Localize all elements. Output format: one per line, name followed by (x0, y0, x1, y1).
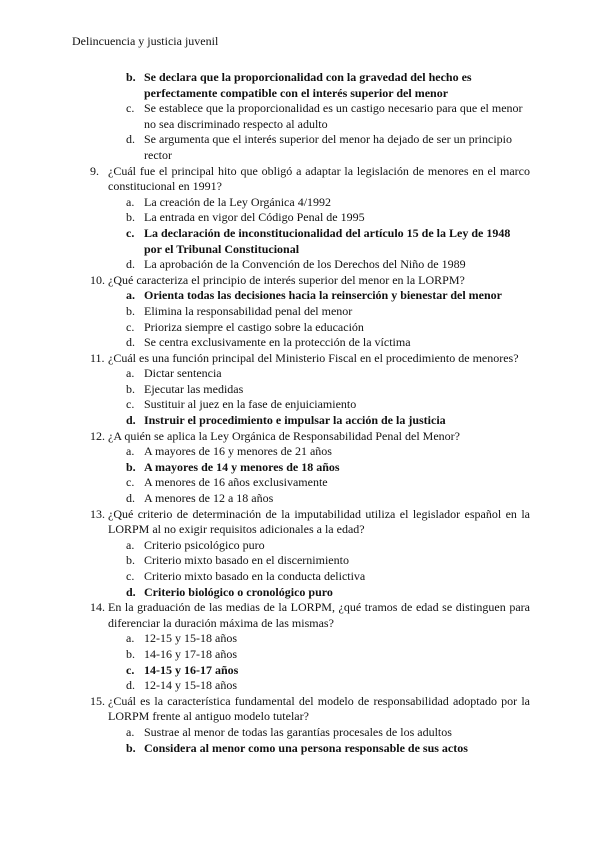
option-letter: d. (126, 413, 136, 428)
answer-option (90, 678, 530, 694)
answer-option-correct (90, 226, 530, 257)
option-text: Criterio psicológico puro (144, 537, 265, 552)
answer-option (90, 397, 530, 413)
answer-option (90, 335, 530, 351)
question-item (90, 273, 530, 289)
option-letter: a. (126, 366, 135, 381)
answer-option (90, 444, 530, 460)
option-text: Criterio mixto basado en el discernimiento (144, 553, 349, 568)
option-letter: c. (126, 475, 135, 490)
option-text: Criterio biológico o cronológico puro (144, 584, 333, 599)
question-item (90, 600, 530, 631)
option-text: 12-15 y 15-18 años (144, 631, 237, 646)
option-letter: b. (126, 381, 135, 396)
question-item (90, 429, 530, 445)
answer-option (90, 725, 530, 741)
option-letter: b. (126, 740, 136, 755)
option-text: Sustituir al juez en la fase de enjuiciamiento (144, 397, 357, 412)
question-number: 11. (90, 350, 105, 365)
option-text: Dictar sentencia (144, 366, 222, 381)
running-header: Delincuencia y justicia juvenil (72, 34, 219, 48)
option-text: Se argumenta que el interés superior del menor ha dejado de ser un principio rector (144, 132, 512, 162)
answer-option (90, 569, 530, 585)
option-letter: b. (126, 459, 136, 474)
question-text: ¿Qué caracteriza el principio de interés superior del menor en la LORPM? (108, 272, 465, 287)
option-text: La creación de la Ley Orgánica 4/1992 (144, 194, 332, 209)
answer-option-correct (90, 460, 530, 476)
option-text: Prioriza siempre el castigo sobre la educación (144, 319, 364, 334)
option-text: A mayores de 16 y menores de 21 años (144, 444, 332, 459)
question-text: ¿Cuál es la característica fundamental del modelo de responsabilidad adoptado por la LORPM frente al antiguo modelo tutelar? (108, 693, 530, 724)
option-letter: b. (126, 553, 135, 568)
question-item (90, 694, 530, 725)
answer-option (90, 382, 530, 398)
option-letter: b. (126, 70, 136, 84)
option-text: 14-16 y 17-18 años (144, 646, 237, 661)
question-number: 9. (90, 163, 99, 178)
option-letter: b. (126, 303, 135, 318)
answer-option (90, 195, 530, 211)
option-letter: c. (126, 569, 135, 583)
option-text: A mayores de 14 y menores de 18 años (144, 459, 340, 474)
option-text: Se declara que la proporcionalidad con la gravedad del hecho es perfectamente compatible con el interés superior del menor (144, 70, 472, 100)
option-letter: c. (126, 397, 135, 412)
question-text: ¿Cuál es una función principal del Ministerio Fiscal en el procedimiento de menores? (108, 350, 519, 365)
option-letter: a. (126, 537, 135, 552)
question-item (90, 351, 530, 367)
answer-option-correct (90, 585, 530, 601)
option-letter: a. (126, 288, 135, 303)
option-letter: c. (126, 225, 135, 240)
option-text: La declaración de inconstitucionalidad del artículo 15 de la Ley de 1948 por el Tribunal Constitucional (144, 225, 511, 256)
option-letter: a. (126, 444, 135, 459)
question-number: 14. (90, 600, 105, 615)
question-item (90, 507, 530, 538)
question-item (90, 164, 530, 195)
option-text: Sustrae al menor de todas las garantías procesales de los adultos (144, 724, 452, 739)
question-number: 15. (90, 693, 105, 708)
answer-option (90, 132, 530, 163)
option-letter: c. (126, 319, 135, 334)
option-letter: c. (126, 662, 135, 677)
question-text: ¿A quién se aplica la Ley Orgánica de Responsabilidad Penal del Menor? (108, 428, 460, 443)
answer-option-correct (90, 70, 530, 101)
option-text: 14-15 y 16-17 años (144, 662, 239, 677)
answer-option (90, 631, 530, 647)
option-letter: d. (126, 491, 135, 506)
question-number: 12. (90, 428, 105, 443)
option-letter: c. (126, 101, 135, 116)
option-text: Criterio mixto basado en la conducta delictiva (144, 569, 366, 583)
option-text: A menores de 12 a 18 años (144, 491, 274, 506)
option-letter: d. (126, 678, 135, 693)
answer-option (90, 475, 530, 491)
answer-option (90, 210, 530, 226)
answer-option-correct (90, 741, 530, 757)
question-text: ¿Qué criterio de determinación de la imputabilidad utiliza el legislador español en la LORPM al no exigir requisitos adicionales a la edad? (108, 506, 530, 537)
option-text: Orienta todas las decisiones hacia la reinserción y bienestar del menor (144, 288, 502, 303)
answer-option (90, 538, 530, 554)
answer-option (90, 366, 530, 382)
answer-option (90, 101, 530, 132)
option-text: Se establece que la proporcionalidad es un castigo necesario para que el menor no sea discriminado respecto al adulto (144, 101, 523, 131)
option-letter: a. (126, 631, 135, 646)
question-number: 10. (90, 272, 105, 287)
option-text: 12-14 y 15-18 años (144, 678, 237, 693)
answer-option (90, 491, 530, 507)
option-letter: d. (126, 132, 135, 147)
answer-option (90, 320, 530, 336)
option-letter: a. (126, 724, 135, 739)
option-text: A menores de 16 años exclusivamente (144, 475, 328, 490)
answer-option (90, 304, 530, 320)
answer-option-correct (90, 663, 530, 679)
option-text: Ejecutar las medidas (144, 381, 244, 396)
option-letter: d. (126, 335, 135, 350)
option-letter: b. (126, 210, 135, 225)
answer-option-correct (90, 413, 530, 429)
option-letter: b. (126, 646, 135, 661)
answer-option (90, 257, 530, 273)
answer-option-correct (90, 288, 530, 304)
option-text: Instruir el procedimiento e impulsar la acción de la justicia (144, 413, 446, 428)
option-text: La entrada en vigor del Código Penal de 1995 (144, 210, 365, 225)
question-number: 13. (90, 506, 105, 521)
option-letter: a. (126, 194, 135, 209)
question-text: En la graduación de las medias de la LORPM, ¿qué tramos de edad se distinguen para diferenciar la duración máxima de las mismas? (108, 600, 530, 630)
option-letter: d. (126, 584, 136, 599)
option-text: Considera al menor como una persona responsable de sus actos (144, 740, 468, 755)
question-text: ¿Cuál fue el principal hito que obligó a adaptar la legislación de menores en el marco constitucional en 1991? (108, 163, 530, 194)
answer-option (90, 553, 530, 569)
option-letter: d. (126, 257, 135, 272)
answer-option (90, 647, 530, 663)
option-text: Se centra exclusivamente en la protección de la víctima (144, 335, 411, 350)
quiz-content (90, 70, 530, 756)
option-text: La aprobación de la Convención de los Derechos del Niño de 1989 (144, 257, 466, 272)
option-text: Elimina la responsabilidad penal del menor (144, 303, 353, 318)
